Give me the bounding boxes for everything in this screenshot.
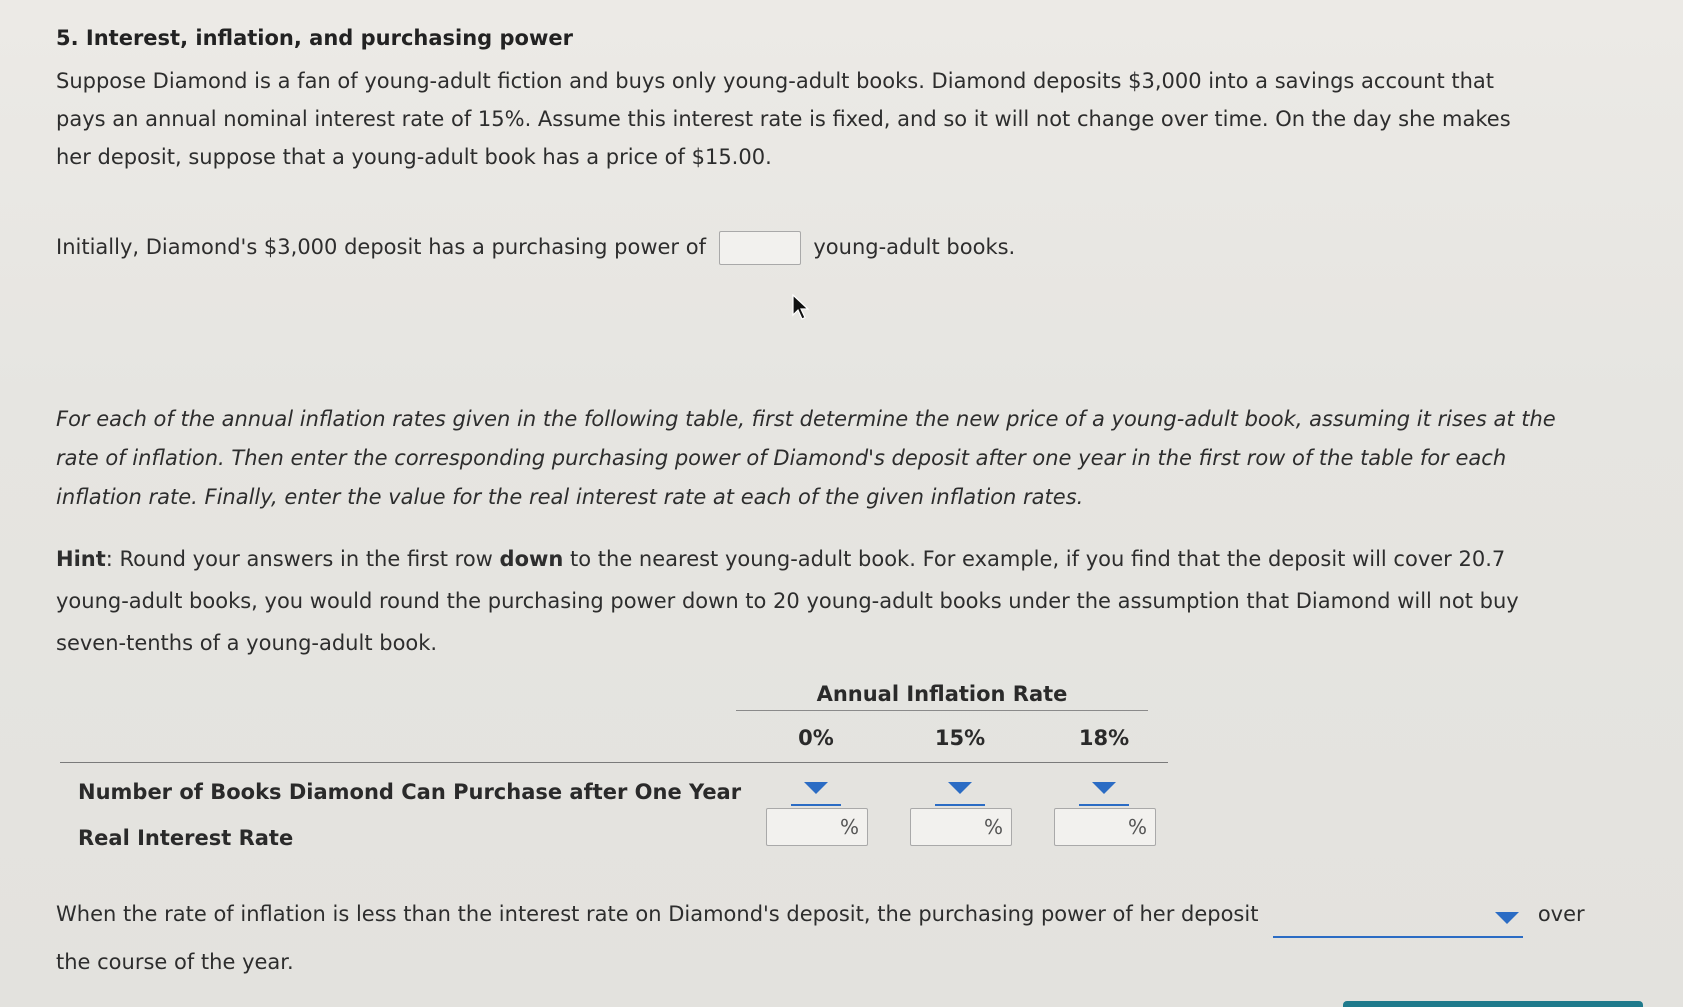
- question-title: 5. Interest, inflation, and purchasing power: [56, 26, 573, 50]
- hint-label: Hint: [56, 547, 106, 571]
- chevron-down-icon: [804, 782, 828, 794]
- initial-purchasing-power-sentence: [56, 228, 1456, 266]
- chevron-down-icon: [1092, 782, 1116, 794]
- hint-bold-down: down: [499, 547, 564, 571]
- real-rate-input-0[interactable]: [766, 808, 868, 846]
- mouse-pointer-icon: [792, 294, 810, 320]
- real-rate-input-15[interactable]: [910, 808, 1012, 846]
- intro-paragraph: Suppose Diamond is a fan of young-adult fiction and buys only young-adult books. Diamond deposits $3,000 into a savings account that pays an annual nominal interest rate of 15%. Assume this interest rate is fixed, and so it will not change over time. On the day she makes her deposit, suppose that a young-adult book has a price of $15.00.: [56, 69, 1511, 169]
- percent-sign: %: [983, 815, 1003, 839]
- hint-text-b: to the nearest young-adult book. For example, if you find that the deposit will cover 20.7 young-adult books, you would round the purchasing power down to 20 young-adult books under the assumption that Diamond will not buy seven-tenths of a young-adult book.: [56, 547, 1519, 655]
- bottom-progress-strip: [1343, 1001, 1643, 1007]
- books-dropdown-18[interactable]: [1079, 780, 1129, 806]
- conclusion-sentence: [56, 890, 1596, 986]
- initial-text-after: young-adult books.: [813, 235, 1016, 259]
- chevron-down-icon: [1495, 912, 1519, 924]
- percent-sign: %: [839, 815, 859, 839]
- inflation-table: [60, 682, 1180, 862]
- column-header-18: 18%: [1078, 726, 1130, 750]
- percent-sign: %: [1127, 815, 1147, 839]
- conclusion-text-after: over the course of the year.: [56, 902, 1585, 974]
- row-label-real-interest-rate: Real Interest Rate: [78, 826, 294, 850]
- column-header-0: 0%: [798, 726, 834, 750]
- hint-text-a: : Round your answers in the first row: [105, 547, 500, 571]
- row-label-books: Number of Books Diamond Can Purchase after One Year: [78, 780, 742, 804]
- initial-purchasing-power-input[interactable]: [719, 231, 801, 265]
- chevron-down-icon: [948, 782, 972, 794]
- annual-inflation-rate-header: Annual Inflation Rate: [816, 682, 1068, 706]
- table-header-rule: [60, 762, 1168, 763]
- hint-paragraph: [56, 538, 1576, 664]
- group-header-rule: [736, 710, 1148, 711]
- column-header-15: 15%: [934, 726, 986, 750]
- instructions-paragraph: For each of the annual inflation rates given in the following table, first determine the new price of a young-adult book, assuming it rises at the rate of inflation. Then enter the corresponding purchasing power of Diamond's deposit after one year in the first row of the table for each inflation rate. Finally, enter the value for the real interest rate at each of the given inflation rates.: [56, 407, 1556, 509]
- conclusion-text-before: When the rate of inflation is less than the interest rate on Diamond's deposit, the purchasing power of her deposit: [56, 902, 1259, 926]
- books-dropdown-15[interactable]: [935, 780, 985, 806]
- purchasing-power-change-dropdown[interactable]: [1273, 906, 1523, 938]
- initial-text-before: Initially, Diamond's $3,000 deposit has a purchasing power of: [56, 235, 706, 259]
- books-dropdown-0[interactable]: [791, 780, 841, 806]
- real-rate-input-18[interactable]: [1054, 808, 1156, 846]
